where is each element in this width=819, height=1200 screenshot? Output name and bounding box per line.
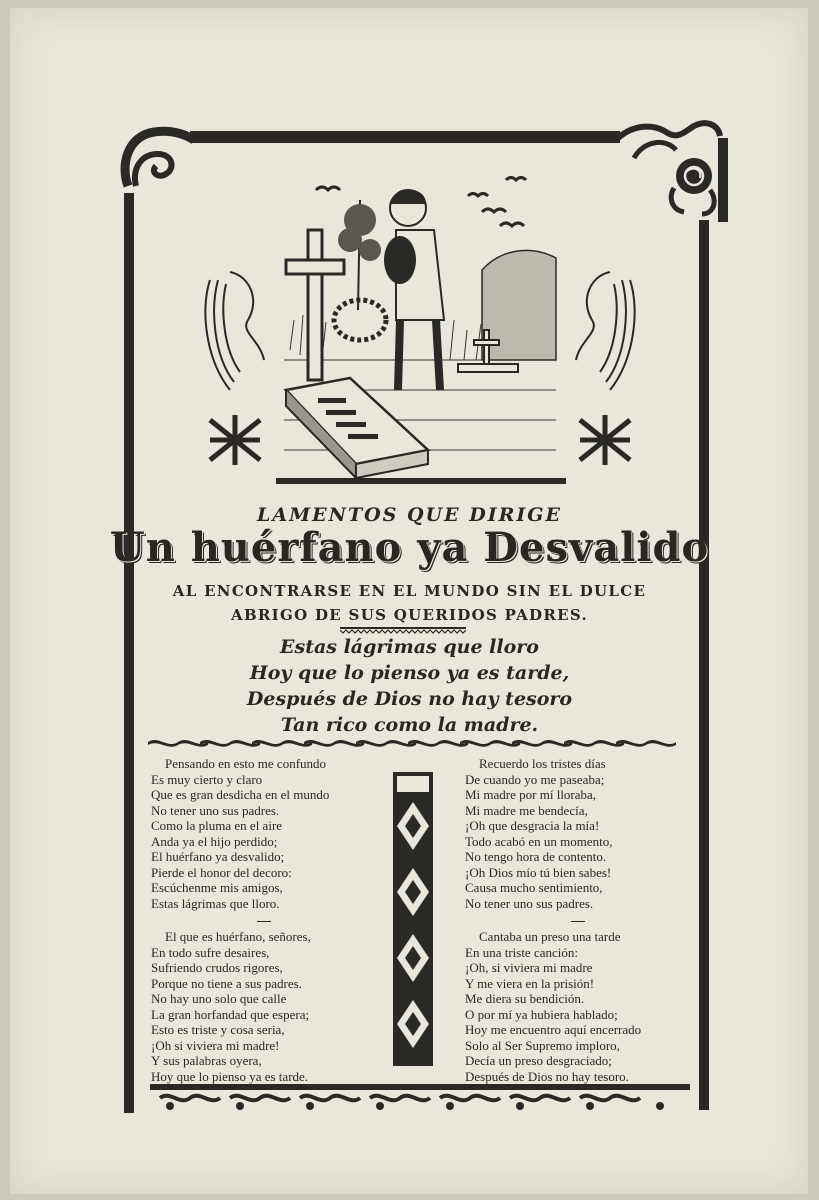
poem-line: Hoy me encuentro aquí encerrado <box>465 1022 642 1037</box>
verse-line: Hoy que lo pienso ya es tarde, <box>249 662 570 684</box>
orphan-at-grave-woodcut <box>200 160 640 490</box>
bottom-ornamental-band <box>150 1084 690 1112</box>
center-column-ornament <box>383 772 443 1066</box>
poem-line: Después de Dios no hay tesoro. <box>465 1068 629 1084</box>
poem-line: Como la pluma en el aire <box>151 818 283 833</box>
poem-line: Solo al Ser Supremo imploro, <box>465 1037 620 1053</box>
poem-line: ¡Oh si viviera mi madre! <box>151 1037 280 1053</box>
intro-verse <box>0 634 819 738</box>
poem-line: El huérfano ya desvalido; <box>151 849 285 864</box>
poem-line: No tener uno sus padres. <box>465 895 594 911</box>
poem-line: Que es gran desdicha en el mundo <box>151 787 330 802</box>
heading-lamentos: LAMENTOS QUE DIRIGE <box>257 504 562 526</box>
poem-line: Pensando en esto me confundo <box>165 756 327 771</box>
poem-line: Hoy que lo pienso ya es tarde. <box>151 1068 309 1084</box>
poem-line: ¡Oh Dios mío tú bien sabes! <box>465 864 612 880</box>
poem-line: O por mí ya hubiera hablado; <box>465 1006 618 1022</box>
top-left-scroll-ornament <box>118 124 198 196</box>
poem-line: En una triste canción: <box>465 944 578 960</box>
poem-line: ¡Oh que desgracia la mía! <box>465 818 600 833</box>
poem-line: Mi madre me bendecía, <box>465 802 588 818</box>
poem-line: El que es huérfano, señores, <box>165 929 311 944</box>
poem-line: Anda ya el hijo perdido; <box>151 833 278 849</box>
verse-line: Tan rico como la madre. <box>280 714 539 736</box>
subtitle-line-1: AL ENCONTRARSE EN EL MUNDO SIN EL DULCE <box>172 582 647 600</box>
right-flourish <box>576 272 635 465</box>
poem-line: Todo acabó en un momento, <box>465 833 613 849</box>
poem-line: Es muy cierto y claro <box>151 771 263 787</box>
frame-top-border <box>190 131 620 143</box>
heading-main-title: Un huérfano ya Desvalido <box>109 524 710 571</box>
poem-line: ¡Oh, si viviera mi madre <box>465 960 593 975</box>
stanza-separator <box>465 911 690 929</box>
poem-line: Decía un preso desgraciado; <box>465 1053 612 1068</box>
poem-line: Escúchenme mis amigos, <box>151 880 283 895</box>
poem-line: Sufriendo crudos rigores, <box>151 960 283 975</box>
poem-line: La gran horfandad que espera; <box>151 1006 310 1022</box>
left-flourish <box>205 272 264 465</box>
poem-line: Y me viera en la prisión! <box>465 975 595 991</box>
subtitle-line-2: ABRIGO DE SUS QUERIDOS PADRES. <box>231 606 588 624</box>
right-column <box>465 756 690 1084</box>
poem-line: Recuerdo los tristes días <box>479 756 606 771</box>
poem-line: Causa mucho sentimiento, <box>465 880 603 895</box>
poem-line: Mi madre por mí lloraba, <box>465 787 597 802</box>
poem-line: Cantaba un preso una tarde <box>479 929 621 944</box>
poem-line: En todo sufre desaires, <box>151 944 270 960</box>
heading-subtitle <box>0 579 819 627</box>
stanza-separator <box>151 911 376 929</box>
poem-line: Y sus palabras oyera, <box>151 1053 262 1068</box>
poem-line: Me diera su bendición. <box>465 991 585 1006</box>
poem-line: Pierde el honor del decoro: <box>151 864 292 880</box>
verse-line: Estas lágrimas que lloro <box>280 636 539 658</box>
poem-line: Porque no tiene a sus padres. <box>151 975 302 991</box>
left-column <box>151 756 376 1084</box>
poem-line: Esto es triste y cosa seria, <box>151 1022 285 1037</box>
verse-line: Después de Dios no hay tesoro <box>246 688 573 710</box>
small-zigzag-rule <box>340 626 466 634</box>
poem-line: No tener uno sus padres. <box>151 802 280 818</box>
poem-line: De cuando yo me paseaba; <box>465 771 605 787</box>
poem-line: Estas lágrimas que lloro. <box>151 895 280 911</box>
poem-line: No tengo hora de contento. <box>465 849 607 864</box>
poem-line: No hay uno solo que calle <box>151 991 287 1006</box>
ornamental-divider <box>148 737 688 751</box>
